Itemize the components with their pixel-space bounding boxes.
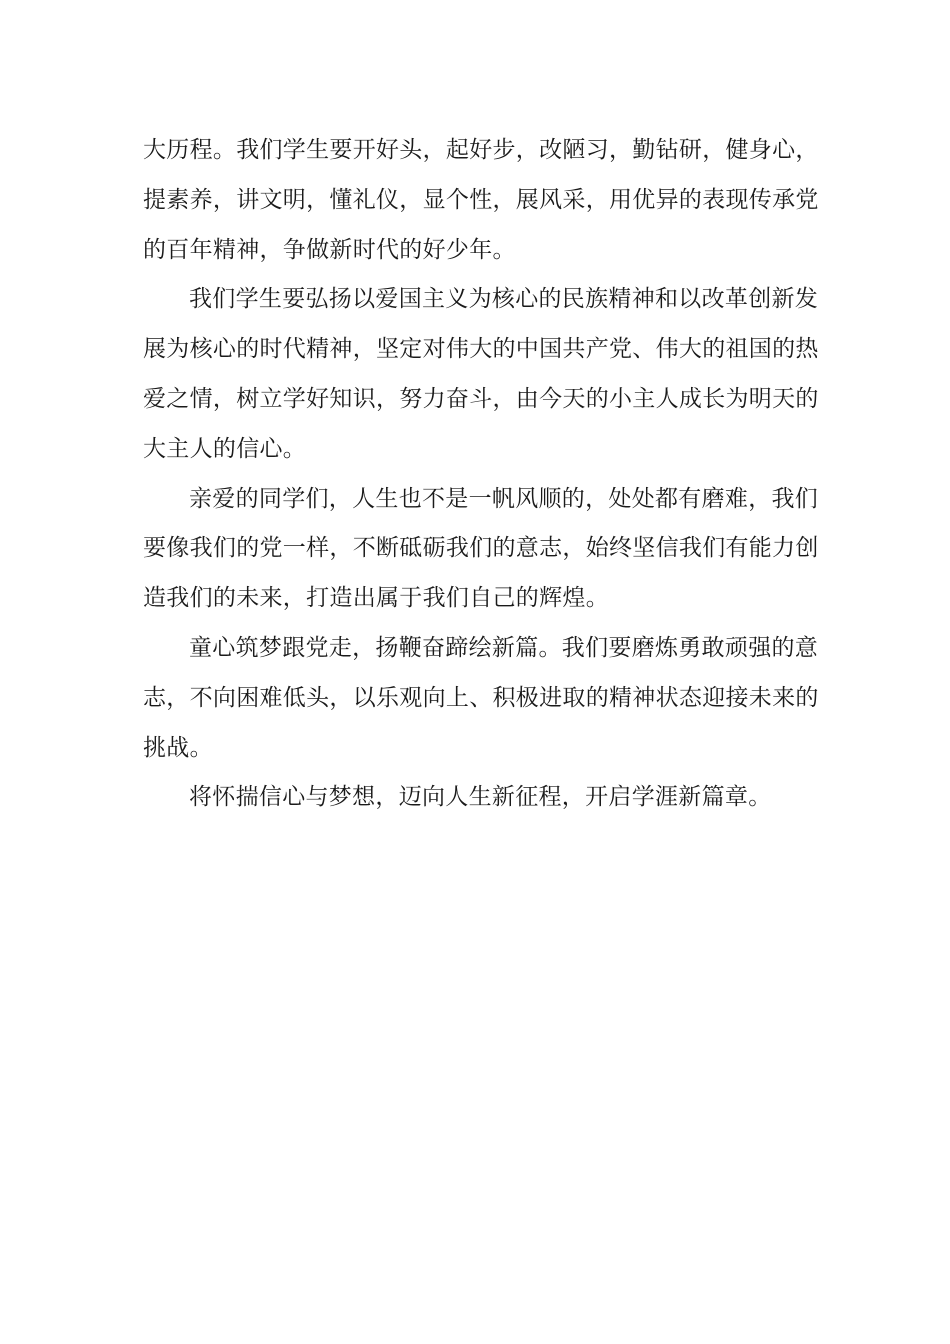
paragraph-line: 展为核心的时代精神，坚定对伟大的中国共产党、伟大的祖国的热 — [143, 336, 819, 363]
paragraph-line: 的百年精神，争做新时代的好少年。 — [143, 236, 516, 263]
paragraph-line: 爱之情，树立学好知识，努力奋斗，由今天的小主人成长为明天的 — [143, 385, 819, 412]
paragraph-1 — [143, 126, 819, 275]
paragraph-4 — [143, 624, 819, 773]
paragraph-line: 将怀揣信心与梦想，迈向人生新征程，开启学涯新篇章。 — [189, 784, 772, 811]
paragraph-line: 提素养，讲文明，懂礼仪，显个性，展风采，用优异的表现传承党 — [143, 186, 819, 213]
paragraph-2 — [143, 275, 819, 474]
paragraph-line: 要像我们的党一样，不断砥砺我们的意志，始终坚信我们有能力创 — [143, 535, 819, 562]
paragraph-5 — [143, 773, 793, 823]
paragraph-line: 造我们的未来，打造出属于我们自己的辉煌。 — [143, 585, 609, 612]
paragraph-line: 亲爱的同学们，人生也不是一帆风顺的，处处都有磨难，我们 — [189, 485, 819, 512]
paragraph-line: 挑战。 — [143, 734, 213, 761]
paragraph-3 — [143, 475, 819, 624]
paragraph-line: 我们学生要弘扬以爱国主义为核心的民族精神和以改革创新发 — [189, 286, 819, 313]
document-body — [143, 126, 819, 823]
paragraph-line: 大历程。我们学生要开好头，起好步，改陋习，勤钻研，健身心， — [143, 137, 819, 163]
paragraph-line: 童心筑梦跟党走，扬鞭奋蹄绘新篇。我们要磨炼勇敢顽强的意 — [189, 634, 819, 661]
paragraph-line: 志，不向困难低头，以乐观向上、积极进取的精神状态迎接未来的 — [143, 684, 819, 711]
paragraph-line: 大主人的信心。 — [143, 435, 307, 462]
